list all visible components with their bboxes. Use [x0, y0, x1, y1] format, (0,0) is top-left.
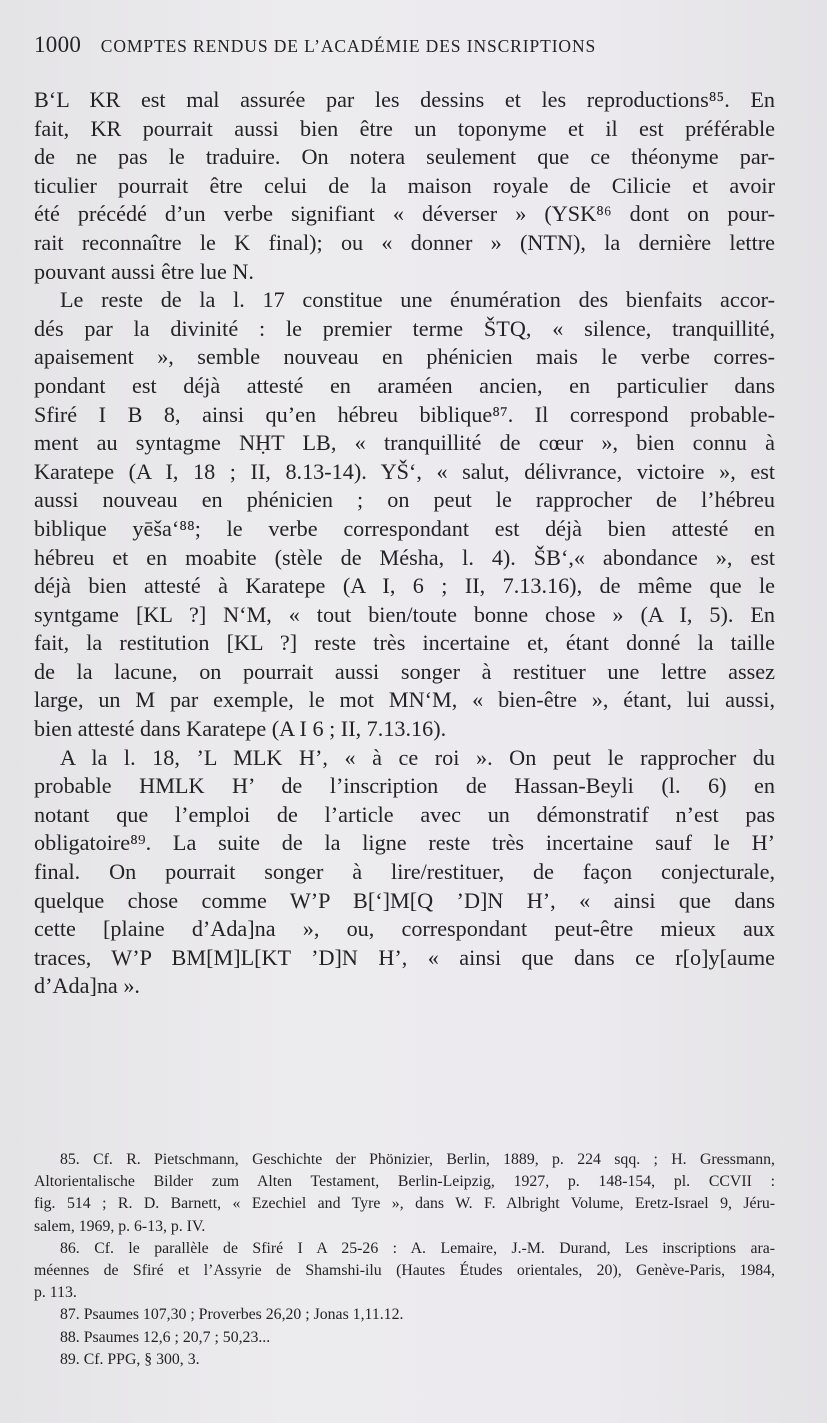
footnote-line: méennes de Sfiré et l’Assyrie de Shamshi-ilu (Hautes Études orientales, 20), Genève-Paris, 1984,: [34, 1261, 775, 1279]
body-line: aussi nouveau en phénicien ; on peut le rapprocher de l’hébreu: [34, 487, 775, 513]
body-line: ticulier pourrait être celui de la maison royale de Cilicie et avoir: [34, 172, 775, 198]
body-line: de la lacune, on pourrait aussi songer à restituer une lettre assez: [34, 658, 775, 684]
body-line: biblique yēša‘⁸⁸; le verbe correspondant est déjà bien attesté en: [34, 515, 775, 541]
body-line: large, un M par exemple, le mot MN‘M, « bien-être », étant, lui aussi,: [34, 687, 775, 713]
body-line: pouvant aussi être lue N.: [34, 258, 254, 284]
body-line: quelque chose comme W’P B[‘]M[Q ’D]N H’, « ainsi que dans: [34, 887, 775, 913]
body-line: Le reste de la l. 17 constitue une énumération des bienfaits accor-: [60, 287, 775, 313]
footnotes: [34, 1149, 775, 1371]
body-line: traces, W’P BM[M]L[KT ’D]N H’, « ainsi que dans ce r[o]y[aume: [34, 944, 775, 970]
footnote-line: 87. Psaumes 107,30 ; Proverbes 26,20 ; Jonas 1,11.12.: [60, 1306, 404, 1324]
body-line: probable HMLK H’ de l’inscription de Hassan-Beyli (l. 6) en: [34, 773, 775, 799]
running-header: [34, 32, 794, 58]
body-line: Sfiré I B 8, ainsi qu’en hébreu biblique⁸⁷. Il correspond probable-: [34, 401, 775, 427]
body-line: déjà bien attesté à Karatepe (A I, 6 ; II, 7.13.16), de même que le: [34, 573, 775, 599]
body-line: syntgame [KL ?] N‘M, « tout bien/toute bonne chose » (A I, 5). En: [34, 601, 775, 627]
footnote-line: Altorientalische Bilder zum Alten Testament, Berlin-Leipzig, 1927, p. 148-154, pl. CCVII :: [34, 1173, 775, 1191]
body-text: [34, 86, 775, 1001]
body-line: obligatoire⁸⁹. La suite de la ligne reste très incertaine sauf le H’: [34, 830, 775, 856]
footnote-line: fig. 514 ; R. D. Barnett, « Ezechiel and Tyre », dans W. F. Albright Volume, Eretz-Israel 9, Jéru-: [34, 1195, 775, 1213]
body-line: A la l. 18, ’L MLK H’, « à ce roi ». On peut le rapprocher du: [60, 744, 775, 770]
running-title: COMPTES RENDUS DE L’ACADÉMIE DES INSCRIPTIONS: [100, 36, 597, 56]
footnote-line: 85. Cf. R. Pietschmann, Geschichte der Phönizier, Berlin, 1889, p. 224 sqq. ; H. Gressmann,: [60, 1151, 775, 1168]
body-line: de ne pas le traduire. On notera seulement que ce théonyme par-: [34, 144, 775, 170]
body-line: fait, la restitution [KL ?] reste très incertaine et, étant donné la taille: [34, 630, 775, 656]
body-line: bien attesté dans Karatepe (A I 6 ; II, 7.13.16).: [34, 716, 447, 742]
body-line: B‘L KR est mal assurée par les dessins et les reproductions⁸⁵. En: [34, 87, 775, 112]
body-line: été précédé d’un verbe signifiant « déverser » (YSK⁸⁶ dont on pour-: [34, 201, 775, 227]
body-line: d’Ada]na ».: [34, 973, 140, 999]
footnote-line: salem, 1969, p. 6-13, p. IV.: [34, 1217, 206, 1235]
body-line: hébreu et en moabite (stèle de Mésha, l. 4). ŠB‘,« abondance », est: [34, 544, 775, 570]
body-line: final. On pourrait songer à lire/restituer, de façon conjecturale,: [34, 859, 775, 885]
footnote-line: 88. Psaumes 12,6 ; 20,7 ; 50,23...: [60, 1328, 271, 1346]
footnote-line: 86. Cf. le parallèle de Sfiré I A 25-26 : A. Lemaire, J.-M. Durand, Les inscriptions ara-: [60, 1239, 775, 1257]
footnote-line: 89. Cf. PPG, § 300, 3.: [60, 1350, 200, 1368]
body-line: cette [plaine d’Ada]na », ou, correspondant peut-être mieux aux: [34, 916, 775, 942]
body-line: apaisement », semble nouveau en phénicien mais le verbe corres-: [34, 344, 775, 370]
body-line: dés par la divinité : le premier terme ŠTQ, « silence, tranquillité,: [34, 315, 775, 341]
body-line: ment au syntagme NḤT LB, « tranquillité de cœur », bien connu à: [34, 430, 775, 456]
body-line: pondant est déjà attesté en araméen ancien, en particulier dans: [34, 372, 775, 398]
body-line: fait, KR pourrait aussi bien être un toponyme et il est préférable: [34, 115, 775, 141]
footnote-line: p. 113.: [34, 1284, 77, 1302]
body-line: Karatepe (A I, 18 ; II, 8.13-14). YŠ‘, « salut, délivrance, victoire », est: [34, 458, 775, 484]
body-line: notant que l’emploi de l’article avec un démonstratif n’est pas: [34, 801, 775, 827]
page-number: 1000: [34, 32, 82, 57]
body-line: rait reconnaître le K final); ou « donner » (NTN), la dernière lettre: [34, 229, 775, 255]
